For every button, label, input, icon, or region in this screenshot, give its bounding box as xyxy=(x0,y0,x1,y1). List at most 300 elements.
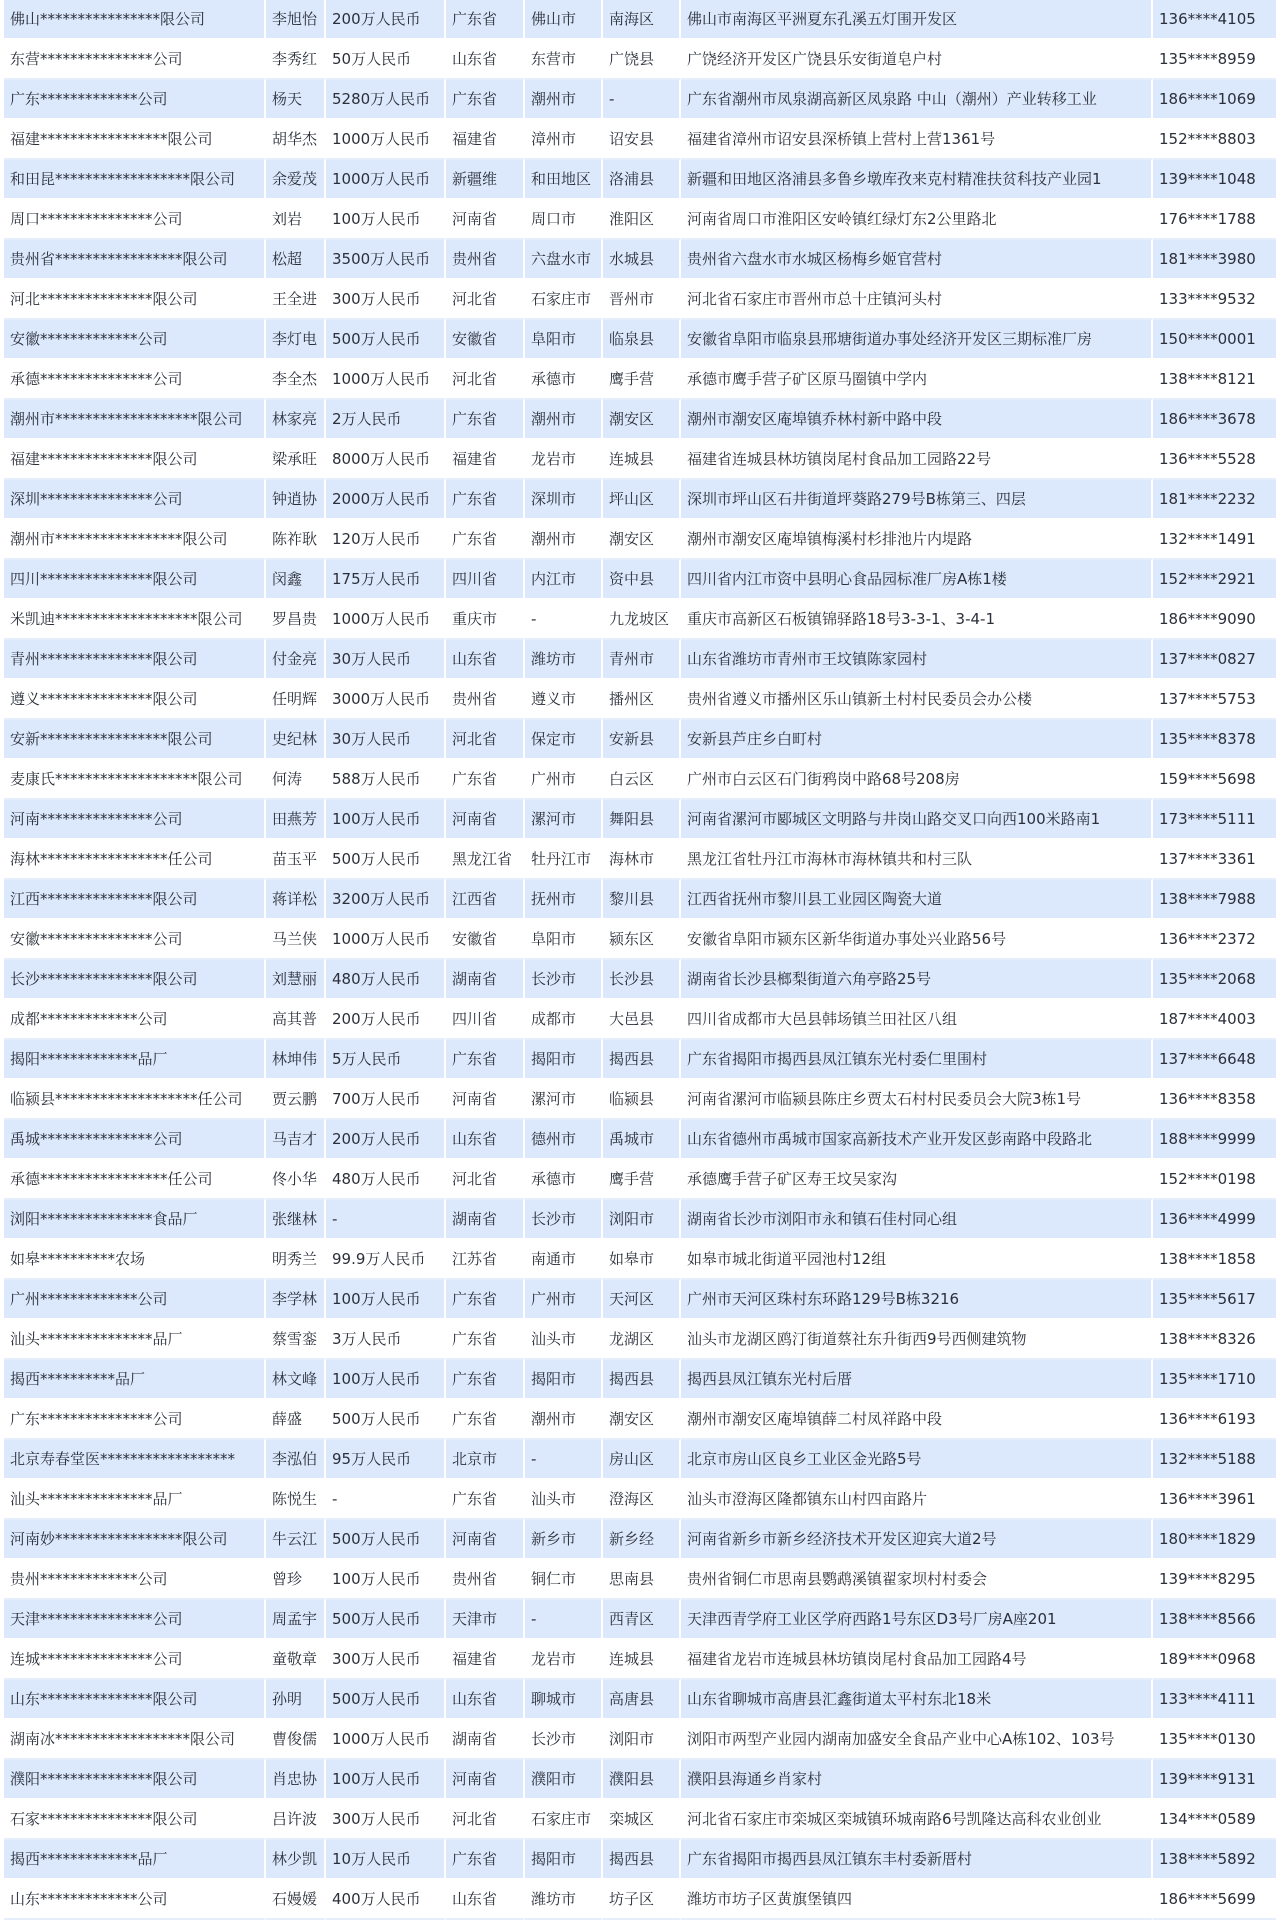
address-cell: 浏阳市两型产业园内湖南加盛安全食品产业中心A栋102、103号 xyxy=(681,1720,1153,1760)
address-cell: 河南省漯河市郾城区文明路与井岗山路交叉口向西100米路南1 xyxy=(681,800,1153,840)
phone-cell: 136****5528 xyxy=(1153,440,1276,480)
registered-capital-cell: 500万人民币 xyxy=(326,1520,446,1560)
city-cell: 承德市 xyxy=(525,360,603,400)
company-table xyxy=(4,0,1276,1920)
city-cell: - xyxy=(525,600,603,640)
registered-capital-cell: 120万人民币 xyxy=(326,520,446,560)
registered-capital-cell: 300万人民币 xyxy=(326,1800,446,1840)
address-cell: 安新县芦庄乡白町村 xyxy=(681,720,1153,760)
phone-cell: 138****8121 xyxy=(1153,360,1276,400)
registered-capital-cell: 1000万人民币 xyxy=(326,120,446,160)
registered-capital-cell: 100万人民币 xyxy=(326,1760,446,1800)
registered-capital-cell: 3000万人民币 xyxy=(326,680,446,720)
city-cell: 铜仁市 xyxy=(525,1560,603,1600)
phone-cell: 188****9999 xyxy=(1153,1120,1276,1160)
district-cell: 临泉县 xyxy=(603,320,681,360)
legal-rep-cell: 陈祚耿 xyxy=(266,520,326,560)
province-cell: 广东省 xyxy=(446,0,525,40)
table-row xyxy=(4,800,1276,840)
phone-cell: 136****4105 xyxy=(1153,0,1276,40)
phone-cell: 139****9131 xyxy=(1153,1760,1276,1800)
company-name-cell: 连城***************公司 xyxy=(4,1640,266,1680)
district-cell: 栾城区 xyxy=(603,1800,681,1840)
legal-rep-cell: 刘岩 xyxy=(266,200,326,240)
district-cell: 连城县 xyxy=(603,1640,681,1680)
address-cell: 广饶经济开发区广饶县乐安街道皂户村 xyxy=(681,40,1153,80)
city-cell: 漯河市 xyxy=(525,1080,603,1120)
city-cell: 新乡市 xyxy=(525,1520,603,1560)
phone-cell: 173****5111 xyxy=(1153,800,1276,840)
registered-capital-cell: 700万人民币 xyxy=(326,1080,446,1120)
city-cell: 潮州市 xyxy=(525,80,603,120)
province-cell: 四川省 xyxy=(446,560,525,600)
district-cell: 揭西县 xyxy=(603,1040,681,1080)
company-name-cell: 湖南冰******************限公司 xyxy=(4,1720,266,1760)
district-cell: 颍东区 xyxy=(603,920,681,960)
city-cell: 阜阳市 xyxy=(525,320,603,360)
district-cell: 安新县 xyxy=(603,720,681,760)
address-cell: 山东省聊城市高唐县汇鑫街道太平村东北18米 xyxy=(681,1680,1153,1720)
province-cell: 贵州省 xyxy=(446,1560,525,1600)
company-name-cell: 揭西*************品厂 xyxy=(4,1840,266,1880)
legal-rep-cell: 吕许波 xyxy=(266,1800,326,1840)
district-cell: 揭西县 xyxy=(603,1840,681,1880)
table-row xyxy=(4,1440,1276,1480)
registered-capital-cell: 3500万人民币 xyxy=(326,240,446,280)
province-cell: 新疆维 xyxy=(446,160,525,200)
district-cell: 高唐县 xyxy=(603,1680,681,1720)
address-cell: 广州市白云区石门街鸦岗中路68号208房 xyxy=(681,760,1153,800)
phone-cell: 136****4999 xyxy=(1153,1200,1276,1240)
table-row xyxy=(4,880,1276,920)
city-cell: 牡丹江市 xyxy=(525,840,603,880)
province-cell: 广东省 xyxy=(446,80,525,120)
registered-capital-cell: 588万人民币 xyxy=(326,760,446,800)
table-row xyxy=(4,680,1276,720)
legal-rep-cell: 杨天 xyxy=(266,80,326,120)
district-cell: 长沙县 xyxy=(603,960,681,1000)
company-name-cell: 米凯迪*******************限公司 xyxy=(4,600,266,640)
legal-rep-cell: 林文峰 xyxy=(266,1360,326,1400)
legal-rep-cell: 牛云江 xyxy=(266,1520,326,1560)
registered-capital-cell: 500万人民币 xyxy=(326,1400,446,1440)
province-cell: 四川省 xyxy=(446,1000,525,1040)
district-cell: 坊子区 xyxy=(603,1880,681,1920)
district-cell: 播州区 xyxy=(603,680,681,720)
address-cell: 河北省石家庄市晋州市总十庄镇河头村 xyxy=(681,280,1153,320)
phone-cell: 138****7988 xyxy=(1153,880,1276,920)
phone-cell: 136****6193 xyxy=(1153,1400,1276,1440)
table-row xyxy=(4,520,1276,560)
phone-cell: 135****8378 xyxy=(1153,720,1276,760)
company-name-cell: 山东*************公司 xyxy=(4,1880,266,1920)
province-cell: 河北省 xyxy=(446,280,525,320)
legal-rep-cell: 李泓伯 xyxy=(266,1440,326,1480)
province-cell: 广东省 xyxy=(446,1480,525,1520)
address-cell: 新疆和田地区洛浦县多鲁乡墩库孜来克村精准扶贫科技产业园1 xyxy=(681,160,1153,200)
city-cell: 潮州市 xyxy=(525,520,603,560)
district-cell: 鹰手营 xyxy=(603,360,681,400)
table-row xyxy=(4,1000,1276,1040)
province-cell: 河北省 xyxy=(446,1800,525,1840)
district-cell: 新乡经 xyxy=(603,1520,681,1560)
phone-cell: 138****5892 xyxy=(1153,1840,1276,1880)
legal-rep-cell: 李灯电 xyxy=(266,320,326,360)
company-name-cell: 临颍县*******************任公司 xyxy=(4,1080,266,1120)
province-cell: 山东省 xyxy=(446,1680,525,1720)
province-cell: 广东省 xyxy=(446,1840,525,1880)
phone-cell: 139****8295 xyxy=(1153,1560,1276,1600)
phone-cell: 135****1710 xyxy=(1153,1360,1276,1400)
company-name-cell: 河北***************限公司 xyxy=(4,280,266,320)
province-cell: 河南省 xyxy=(446,1080,525,1120)
legal-rep-cell: 任明辉 xyxy=(266,680,326,720)
province-cell: 广东省 xyxy=(446,400,525,440)
address-cell: 安徽省阜阳市临泉县邢塘街道办事处经济开发区三期标准厂房 xyxy=(681,320,1153,360)
table-row xyxy=(4,1840,1276,1880)
city-cell: 石家庄市 xyxy=(525,1800,603,1840)
company-name-cell: 周口***************公司 xyxy=(4,200,266,240)
company-name-cell: 江西***************限公司 xyxy=(4,880,266,920)
address-cell: 承德鹰手营子矿区寿王坟吴家沟 xyxy=(681,1160,1153,1200)
address-cell: 潍坊市坊子区黄旗堡镇四 xyxy=(681,1880,1153,1920)
company-name-cell: 禹城***************公司 xyxy=(4,1120,266,1160)
district-cell: 西青区 xyxy=(603,1600,681,1640)
province-cell: 湖南省 xyxy=(446,960,525,1000)
address-cell: 安徽省阜阳市颍东区新华街道办事处兴业路56号 xyxy=(681,920,1153,960)
table-row xyxy=(4,1520,1276,1560)
address-cell: 濮阳县海通乡肖家村 xyxy=(681,1760,1153,1800)
registered-capital-cell: 99.9万人民币 xyxy=(326,1240,446,1280)
address-cell: 天津西青学府工业区学府西路1号东区D3号厂房A座201 xyxy=(681,1600,1153,1640)
city-cell: 保定市 xyxy=(525,720,603,760)
city-cell: 漯河市 xyxy=(525,800,603,840)
city-cell: 抚州市 xyxy=(525,880,603,920)
phone-cell: 181****3980 xyxy=(1153,240,1276,280)
phone-cell: 176****1788 xyxy=(1153,200,1276,240)
company-name-cell: 广东*************公司 xyxy=(4,80,266,120)
district-cell: - xyxy=(603,80,681,120)
legal-rep-cell: 苗玉平 xyxy=(266,840,326,880)
registered-capital-cell: 100万人民币 xyxy=(326,800,446,840)
city-cell: 和田地区 xyxy=(525,160,603,200)
company-name-cell: 广州*************公司 xyxy=(4,1280,266,1320)
legal-rep-cell: 蒋详松 xyxy=(266,880,326,920)
company-name-cell: 海林*****************任公司 xyxy=(4,840,266,880)
city-cell: 濮阳市 xyxy=(525,1760,603,1800)
legal-rep-cell: 孙明 xyxy=(266,1680,326,1720)
table-row xyxy=(4,240,1276,280)
legal-rep-cell: 余爱茂 xyxy=(266,160,326,200)
phone-cell: 180****1829 xyxy=(1153,1520,1276,1560)
table-row xyxy=(4,1720,1276,1760)
company-name-cell: 承德***************公司 xyxy=(4,360,266,400)
address-cell: 佛山市南海区平洲夏东孔溪五灯围开发区 xyxy=(681,0,1153,40)
city-cell: 佛山市 xyxy=(525,0,603,40)
district-cell: 黎川县 xyxy=(603,880,681,920)
legal-rep-cell: 陈悦生 xyxy=(266,1480,326,1520)
address-cell: 贵州省六盘水市水城区杨梅乡姬官营村 xyxy=(681,240,1153,280)
company-name-cell: 汕头***************品厂 xyxy=(4,1320,266,1360)
district-cell: 坪山区 xyxy=(603,480,681,520)
registered-capital-cell: 500万人民币 xyxy=(326,320,446,360)
province-cell: 北京市 xyxy=(446,1440,525,1480)
province-cell: 广东省 xyxy=(446,1280,525,1320)
table-row xyxy=(4,560,1276,600)
table-row xyxy=(4,960,1276,1000)
province-cell: 广东省 xyxy=(446,1040,525,1080)
registered-capital-cell: 175万人民币 xyxy=(326,560,446,600)
company-name-cell: 安新*****************限公司 xyxy=(4,720,266,760)
table-row xyxy=(4,1040,1276,1080)
table-row xyxy=(4,440,1276,480)
registered-capital-cell: 400万人民币 xyxy=(326,1880,446,1920)
table-row xyxy=(4,200,1276,240)
legal-rep-cell: 曾珍 xyxy=(266,1560,326,1600)
province-cell: 贵州省 xyxy=(446,240,525,280)
district-cell: 鹰手营 xyxy=(603,1160,681,1200)
city-cell: 汕头市 xyxy=(525,1480,603,1520)
company-name-cell: 安徽*************公司 xyxy=(4,320,266,360)
address-cell: 贵州省遵义市播州区乐山镇新土村村民委员会办公楼 xyxy=(681,680,1153,720)
city-cell: 长沙市 xyxy=(525,960,603,1000)
province-cell: 湖南省 xyxy=(446,1200,525,1240)
phone-cell: 132****1491 xyxy=(1153,520,1276,560)
registered-capital-cell: 100万人民币 xyxy=(326,1560,446,1600)
address-cell: 广州市天河区珠村东环路129号B栋3216 xyxy=(681,1280,1153,1320)
registered-capital-cell: 1000万人民币 xyxy=(326,600,446,640)
address-cell: 汕头市澄海区隆都镇东山村四亩路片 xyxy=(681,1480,1153,1520)
company-name-cell: 揭西**********品厂 xyxy=(4,1360,266,1400)
city-cell: 揭阳市 xyxy=(525,1360,603,1400)
legal-rep-cell: 付金亮 xyxy=(266,640,326,680)
company-name-cell: 安徽***************公司 xyxy=(4,920,266,960)
district-cell: 潮安区 xyxy=(603,520,681,560)
legal-rep-cell: 林家亮 xyxy=(266,400,326,440)
table-row xyxy=(4,720,1276,760)
table-row xyxy=(4,360,1276,400)
company-name-cell: 潮州市*****************限公司 xyxy=(4,520,266,560)
district-cell: 资中县 xyxy=(603,560,681,600)
phone-cell: 133****4111 xyxy=(1153,1680,1276,1720)
registered-capital-cell: 10万人民币 xyxy=(326,1840,446,1880)
table-row xyxy=(4,640,1276,680)
registered-capital-cell: 2000万人民币 xyxy=(326,480,446,520)
company-name-cell: 四川***************限公司 xyxy=(4,560,266,600)
address-cell: 深圳市坪山区石井街道坪葵路279号B栋第三、四层 xyxy=(681,480,1153,520)
table-row xyxy=(4,1480,1276,1520)
address-cell: 湖南省长沙县榔梨街道六角亭路25号 xyxy=(681,960,1153,1000)
company-name-cell: 浏阳***************食品厂 xyxy=(4,1200,266,1240)
registered-capital-cell: 3200万人民币 xyxy=(326,880,446,920)
district-cell: 房山区 xyxy=(603,1440,681,1480)
district-cell: 青州市 xyxy=(603,640,681,680)
phone-cell: 135****8959 xyxy=(1153,40,1276,80)
address-cell: 河南省漯河市临颍县陈庄乡贾太石村村民委员会大院3栋1号 xyxy=(681,1080,1153,1120)
district-cell: 浏阳市 xyxy=(603,1720,681,1760)
city-cell: 阜阳市 xyxy=(525,920,603,960)
table-row xyxy=(4,1680,1276,1720)
district-cell: 思南县 xyxy=(603,1560,681,1600)
legal-rep-cell: 明秀兰 xyxy=(266,1240,326,1280)
province-cell: 广东省 xyxy=(446,1400,525,1440)
phone-cell: 137****0827 xyxy=(1153,640,1276,680)
table-row xyxy=(4,920,1276,960)
phone-cell: 135****5617 xyxy=(1153,1280,1276,1320)
company-name-cell: 承德*****************任公司 xyxy=(4,1160,266,1200)
city-cell: 南通市 xyxy=(525,1240,603,1280)
registered-capital-cell: 3万人民币 xyxy=(326,1320,446,1360)
legal-rep-cell: 李全杰 xyxy=(266,360,326,400)
table-row xyxy=(4,760,1276,800)
legal-rep-cell: 高其普 xyxy=(266,1000,326,1040)
company-name-cell: 天津***************公司 xyxy=(4,1600,266,1640)
district-cell: 白云区 xyxy=(603,760,681,800)
city-cell: 承德市 xyxy=(525,1160,603,1200)
city-cell: 潮州市 xyxy=(525,400,603,440)
district-cell: 临颍县 xyxy=(603,1080,681,1120)
registered-capital-cell: 1000万人民币 xyxy=(326,160,446,200)
phone-cell: 152****8803 xyxy=(1153,120,1276,160)
province-cell: 福建省 xyxy=(446,1640,525,1680)
district-cell: 潮安区 xyxy=(603,400,681,440)
city-cell: 广州市 xyxy=(525,760,603,800)
table-row xyxy=(4,840,1276,880)
legal-rep-cell: 马兰侠 xyxy=(266,920,326,960)
legal-rep-cell: 李学林 xyxy=(266,1280,326,1320)
legal-rep-cell: 蔡雪銮 xyxy=(266,1320,326,1360)
registered-capital-cell: 480万人民币 xyxy=(326,1160,446,1200)
phone-cell: 152****0198 xyxy=(1153,1160,1276,1200)
company-name-cell: 汕头***************品厂 xyxy=(4,1480,266,1520)
province-cell: 河南省 xyxy=(446,800,525,840)
legal-rep-cell: 张继林 xyxy=(266,1200,326,1240)
address-cell: 贵州省铜仁市思南县鹦鹉溪镇翟家坝村村委会 xyxy=(681,1560,1153,1600)
legal-rep-cell: 王全进 xyxy=(266,280,326,320)
phone-cell: 132****5188 xyxy=(1153,1440,1276,1480)
phone-cell: 138****8566 xyxy=(1153,1600,1276,1640)
address-cell: 福建省漳州市诏安县深桥镇上营村上营1361号 xyxy=(681,120,1153,160)
registered-capital-cell: 50万人民币 xyxy=(326,40,446,80)
table-row xyxy=(4,400,1276,440)
legal-rep-cell: 贾云鹏 xyxy=(266,1080,326,1120)
phone-cell: 136****2372 xyxy=(1153,920,1276,960)
legal-rep-cell: 林坤伟 xyxy=(266,1040,326,1080)
phone-cell: 181****2232 xyxy=(1153,480,1276,520)
registered-capital-cell: - xyxy=(326,1480,446,1520)
table-row xyxy=(4,1240,1276,1280)
district-cell: 濮阳县 xyxy=(603,1760,681,1800)
registered-capital-cell: 200万人民币 xyxy=(326,1000,446,1040)
province-cell: 河北省 xyxy=(446,360,525,400)
company-name-cell: 如皋**********农场 xyxy=(4,1240,266,1280)
company-name-cell: 贵州*************公司 xyxy=(4,1560,266,1600)
company-name-cell: 深圳***************公司 xyxy=(4,480,266,520)
company-name-cell: 揭阳*************品厂 xyxy=(4,1040,266,1080)
legal-rep-cell: 石嫚媛 xyxy=(266,1880,326,1920)
province-cell: 福建省 xyxy=(446,120,525,160)
company-name-cell: 福建*****************限公司 xyxy=(4,120,266,160)
city-cell: 潍坊市 xyxy=(525,1880,603,1920)
registered-capital-cell: 5280万人民币 xyxy=(326,80,446,120)
table-row xyxy=(4,480,1276,520)
table-row xyxy=(4,1800,1276,1840)
district-cell: 潮安区 xyxy=(603,1400,681,1440)
address-cell: 广东省揭阳市揭西县凤江镇东丰村委新厝村 xyxy=(681,1840,1153,1880)
address-cell: 福建省龙岩市连城县林坊镇岗尾村食品加工园路4号 xyxy=(681,1640,1153,1680)
district-cell: 水城县 xyxy=(603,240,681,280)
legal-rep-cell: 史纪林 xyxy=(266,720,326,760)
company-name-cell: 河南妙*****************限公司 xyxy=(4,1520,266,1560)
district-cell: 揭西县 xyxy=(603,1360,681,1400)
table-row xyxy=(4,1320,1276,1360)
phone-cell: 133****9532 xyxy=(1153,280,1276,320)
city-cell: 长沙市 xyxy=(525,1200,603,1240)
province-cell: 黑龙江省 xyxy=(446,840,525,880)
legal-rep-cell: 何涛 xyxy=(266,760,326,800)
city-cell: 成都市 xyxy=(525,1000,603,1040)
province-cell: 重庆市 xyxy=(446,600,525,640)
city-cell: 周口市 xyxy=(525,200,603,240)
address-cell: 黑龙江省牡丹江市海林市海林镇共和村三队 xyxy=(681,840,1153,880)
province-cell: 江西省 xyxy=(446,880,525,920)
city-cell: 龙岩市 xyxy=(525,1640,603,1680)
address-cell: 广东省揭阳市揭西县凤江镇东光村委仁里围村 xyxy=(681,1040,1153,1080)
province-cell: 安徽省 xyxy=(446,320,525,360)
address-cell: 潮州市潮安区庵埠镇薛二村凤祥路中段 xyxy=(681,1400,1153,1440)
table-row xyxy=(4,1360,1276,1400)
table-row xyxy=(4,120,1276,160)
province-cell: 广东省 xyxy=(446,520,525,560)
legal-rep-cell: 肖忠协 xyxy=(266,1760,326,1800)
address-cell: 承德市鹰手营子矿区原马圈镇中学内 xyxy=(681,360,1153,400)
province-cell: 河北省 xyxy=(446,1160,525,1200)
city-cell: - xyxy=(525,1600,603,1640)
legal-rep-cell: 童敬章 xyxy=(266,1640,326,1680)
legal-rep-cell: 佟小华 xyxy=(266,1160,326,1200)
company-name-cell: 成都*************公司 xyxy=(4,1000,266,1040)
district-cell: 禹城市 xyxy=(603,1120,681,1160)
address-cell: 山东省潍坊市青州市王坟镇陈家园村 xyxy=(681,640,1153,680)
address-cell: 北京市房山区良乡工业区金光路5号 xyxy=(681,1440,1153,1480)
legal-rep-cell: 李旭怡 xyxy=(266,0,326,40)
phone-cell: 159****5698 xyxy=(1153,760,1276,800)
registered-capital-cell: 100万人民币 xyxy=(326,1280,446,1320)
phone-cell: 186****9090 xyxy=(1153,600,1276,640)
legal-rep-cell: 薛盛 xyxy=(266,1400,326,1440)
city-cell: 六盘水市 xyxy=(525,240,603,280)
city-cell: 潮州市 xyxy=(525,1400,603,1440)
phone-cell: 139****1048 xyxy=(1153,160,1276,200)
address-cell: 山东省德州市禹城市国家高新技术产业开发区彭南路中段路北 xyxy=(681,1120,1153,1160)
company-name-cell: 北京寿春堂医****************** xyxy=(4,1440,266,1480)
city-cell: 长沙市 xyxy=(525,1720,603,1760)
table-row xyxy=(4,1600,1276,1640)
registered-capital-cell: 2万人民币 xyxy=(326,400,446,440)
table-row xyxy=(4,1160,1276,1200)
address-cell: 重庆市高新区石板镇锦驿路18号3-3-1、3-4-1 xyxy=(681,600,1153,640)
table-row xyxy=(4,1400,1276,1440)
registered-capital-cell: 300万人民币 xyxy=(326,1640,446,1680)
legal-rep-cell: 李秀红 xyxy=(266,40,326,80)
phone-cell: 138****8326 xyxy=(1153,1320,1276,1360)
province-cell: 河北省 xyxy=(446,720,525,760)
district-cell: 晋州市 xyxy=(603,280,681,320)
company-name-cell: 东营***************公司 xyxy=(4,40,266,80)
province-cell: 河南省 xyxy=(446,1520,525,1560)
province-cell: 山东省 xyxy=(446,640,525,680)
registered-capital-cell: 95万人民币 xyxy=(326,1440,446,1480)
